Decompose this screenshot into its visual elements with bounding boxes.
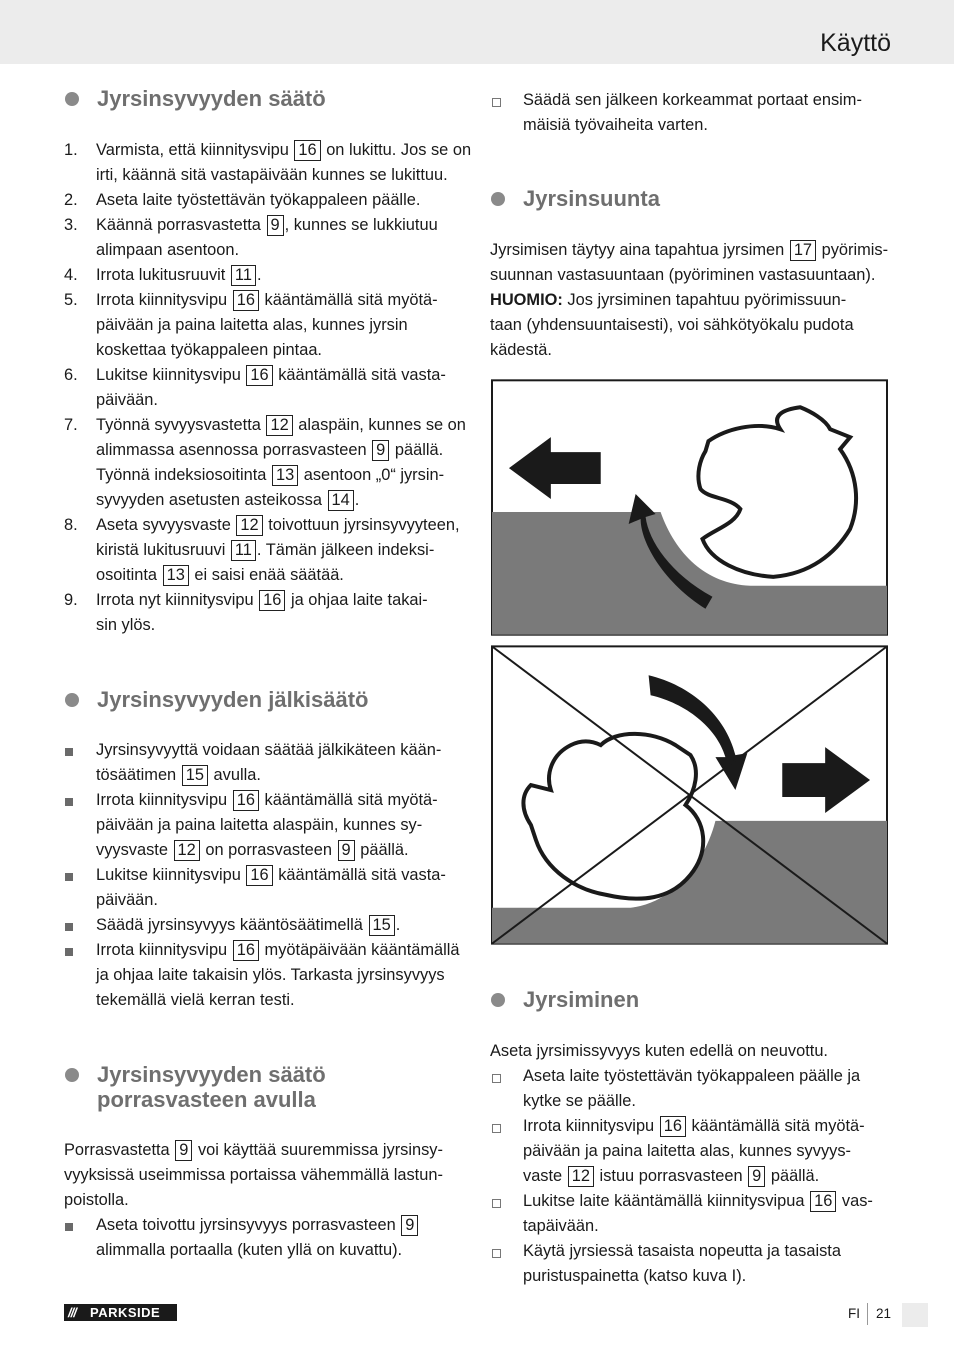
list-item-cont: kytke se päälle. xyxy=(523,1092,636,1110)
figure-correct-direction xyxy=(491,379,888,636)
list-item-cont: koskettaa työkappaleen pintaa. xyxy=(96,341,322,359)
list-item-cont: puristuspainetta (katso kuva I). xyxy=(523,1267,747,1285)
bullet-dot-icon xyxy=(65,1068,79,1082)
brand-name: PARKSIDE xyxy=(90,1305,161,1320)
list-item-cont: Työnnä indeksiosoitinta 13 asentoon „0“ jyrsin- xyxy=(96,466,445,484)
list-item: Jyrsinsyvyyttä voidaan säätää jälkikäteen kään- xyxy=(96,738,476,763)
list-item-cont: syvyyden asetusten asteikossa 14 . xyxy=(96,491,360,509)
warning-label: HUOMIO: xyxy=(490,291,563,309)
step-stop-list xyxy=(96,1213,476,1263)
list-item-cont: päivään ja paina laitetta alas, kunnes syvyys- xyxy=(523,1142,851,1160)
list-item: 1. Varmista, että kiinnitysvipu 16 on lukittu. Jos se on xyxy=(64,141,472,159)
checkbox-bullet-icon xyxy=(492,1199,501,1208)
heading-text: Jyrsinsyvyyden jälkisäätö xyxy=(97,687,369,712)
list-item: Aseta toivottu jyrsinsyvyys porrasvasteen 9 xyxy=(96,1213,476,1238)
routing-intro: Aseta jyrsimissyvyys kuten edellä on neuvottu. xyxy=(490,1042,828,1060)
heading-text: Jyrsiminen xyxy=(523,987,640,1012)
list-item: 7. Työnnä syvyysvastetta 12 alaspäin, kunnes se on xyxy=(64,416,466,434)
list-item: Aseta laite työstettävän työkappaleen päälle ja xyxy=(523,1064,903,1089)
list-item: 8. Aseta syvyysvaste 12 toivottuun jyrsinsyvyyteen, xyxy=(64,516,460,534)
list-item: 6. Lukitse kiinnitysvipu 16 kääntämällä sitä vasta- xyxy=(64,366,446,384)
bullet-dot-icon xyxy=(65,693,79,707)
list-item: 2. Aseta laite työstettävän työkappaleen päälle. xyxy=(64,191,421,209)
page-tab-marker xyxy=(902,1303,928,1327)
list-item-cont: alimmassa asennossa porrasvasteen 9 päällä. xyxy=(96,441,444,459)
square-bullet-icon xyxy=(65,748,73,756)
list-item-cont: päivään. xyxy=(96,891,158,909)
list-item: Säädä sen jälkeen korkeammat portaat ensim- xyxy=(523,88,903,113)
bullet-dot-icon xyxy=(491,192,505,206)
heading-text-line2: porrasvasteen avulla xyxy=(97,1087,316,1112)
square-bullet-icon xyxy=(65,873,73,881)
checkbox-bullet-icon xyxy=(492,1124,501,1133)
list-item: Irrota kiinnitysvipu 16 kääntämällä sitä myötä- xyxy=(96,788,476,813)
list-item-cont: tekemällä vielä kerran testi. xyxy=(96,991,295,1009)
checkbox-bullet-icon xyxy=(492,98,501,107)
square-bullet-icon xyxy=(65,798,73,806)
page-title: Käyttö xyxy=(820,29,891,57)
list-item: 3. Käännä porrasvastetta 9 , kunnes se lukkiutuu xyxy=(64,216,438,234)
list-item: Lukitse laite kääntämällä kiinnitysvipua 16 vas- xyxy=(523,1189,903,1214)
footer-divider xyxy=(867,1303,868,1325)
list-item-cont: sin ylös. xyxy=(96,616,156,634)
heading-text: Jyrsinsyvyyden säätö xyxy=(97,1062,326,1087)
list-item-cont: irti, käännä sitä vastapäivään kunnes se lukittuu. xyxy=(96,166,448,184)
list-item: 4. Irrota lukitusruuvit 11 . xyxy=(64,266,262,284)
list-item-cont: tapäivään. xyxy=(523,1217,599,1235)
language-code: FI xyxy=(848,1306,860,1321)
steps-list xyxy=(64,138,476,638)
section-heading-direction xyxy=(523,186,660,211)
list-item-cont: osoitinta 13 ei saisi enää säätää. xyxy=(96,566,344,584)
list-item: 5. Irrota kiinnitysvipu 16 kääntämällä sitä myötä- xyxy=(64,291,438,309)
page-number: 21 xyxy=(876,1306,892,1321)
square-bullet-icon xyxy=(65,923,73,931)
list-item-cont: päivään ja paina laitetta alas, kunnes jyrsin xyxy=(96,316,408,334)
section-heading-fine-adjust xyxy=(97,687,369,712)
list-item-cont: vyysvaste 12 on porrasvasteen 9 päällä. xyxy=(96,841,409,859)
list-item-cont: alimmalla portaalla (kuten yllä on kuvattu). xyxy=(96,1241,403,1259)
heading-text: Jyrsinsuunta xyxy=(523,186,660,211)
list-item: Lukitse kiinnitysvipu 16 kääntämällä sitä vasta- xyxy=(96,863,476,888)
section-heading-step-stop xyxy=(97,1062,326,1112)
list-item: Irrota kiinnitysvipu 16 kääntämällä sitä myötä- xyxy=(523,1114,903,1139)
list-item: Käytä jyrsiessä tasaista nopeutta ja tasaista xyxy=(523,1239,903,1264)
heading-text: Jyrsinsyvyyden säätö xyxy=(97,86,326,111)
fine-adjust-list xyxy=(96,738,476,1013)
section-heading-depth xyxy=(97,86,326,111)
list-item-cont: mäisiä työvaiheita varten. xyxy=(523,116,708,134)
logo-stripes-icon: /// xyxy=(68,1305,76,1320)
list-item: Irrota kiinnitysvipu 16 myötäpäivään kääntämällä xyxy=(96,938,476,963)
square-bullet-icon xyxy=(65,1223,73,1231)
bullet-dot-icon xyxy=(65,92,79,106)
list-item-cont: tösäätimen 15 avulla. xyxy=(96,766,261,784)
step-stop-paragraph: Porrasvastetta 9 voi käyttää suuremmissa jyrsinsy- vyyksissä useimmissa portaissa vähemmällä lastun- poistolla. xyxy=(64,1141,443,1209)
list-item: Säädä jyrsinsyvyys kääntösäätimellä 15 . xyxy=(96,913,476,938)
section-heading-routing xyxy=(523,987,639,1012)
figure-wrong-direction xyxy=(491,645,888,945)
list-item-cont: vaste 12 istuu porrasvasteen 9 päällä. xyxy=(523,1167,820,1185)
checkbox-bullet-icon xyxy=(492,1249,501,1258)
step-stop-list-cont xyxy=(523,88,903,138)
list-item-cont: alimpaan asentoon. xyxy=(96,241,240,259)
list-item-cont: päivään. xyxy=(96,391,158,409)
cutter-icon xyxy=(698,407,856,577)
list-item-cont: kiristä lukitusruuvi 11 . Tämän jälkeen indeksi- xyxy=(96,541,435,559)
routing-list xyxy=(523,1064,903,1289)
list-item-cont: ja ohjaa laite takaisin ylös. Tarkasta jyrsinsyvyys xyxy=(96,966,445,984)
bullet-dot-icon xyxy=(491,993,505,1007)
list-item: 9. Irrota nyt kiinnitysvipu 16 ja ohjaa laite takai- xyxy=(64,591,428,609)
checkbox-bullet-icon xyxy=(492,1074,501,1083)
header-bar xyxy=(0,0,954,64)
square-bullet-icon xyxy=(65,948,73,956)
brand-logo xyxy=(64,1304,177,1321)
list-item-cont: päivään ja paina laitetta alaspäin, kunnes sy- xyxy=(96,816,423,834)
direction-paragraph: Jyrsimisen täytyy aina tapahtua jyrsimen 17 pyörimis- suunnan vastasuuntaan (pyöriminen vastasuuntaan). HUOMIO: Jos jyrsiminen tapahtuu pyörimissuun- taan (yhdensuuntaisesti), voi sähkötyökalu pudota kädestä. xyxy=(490,241,889,359)
